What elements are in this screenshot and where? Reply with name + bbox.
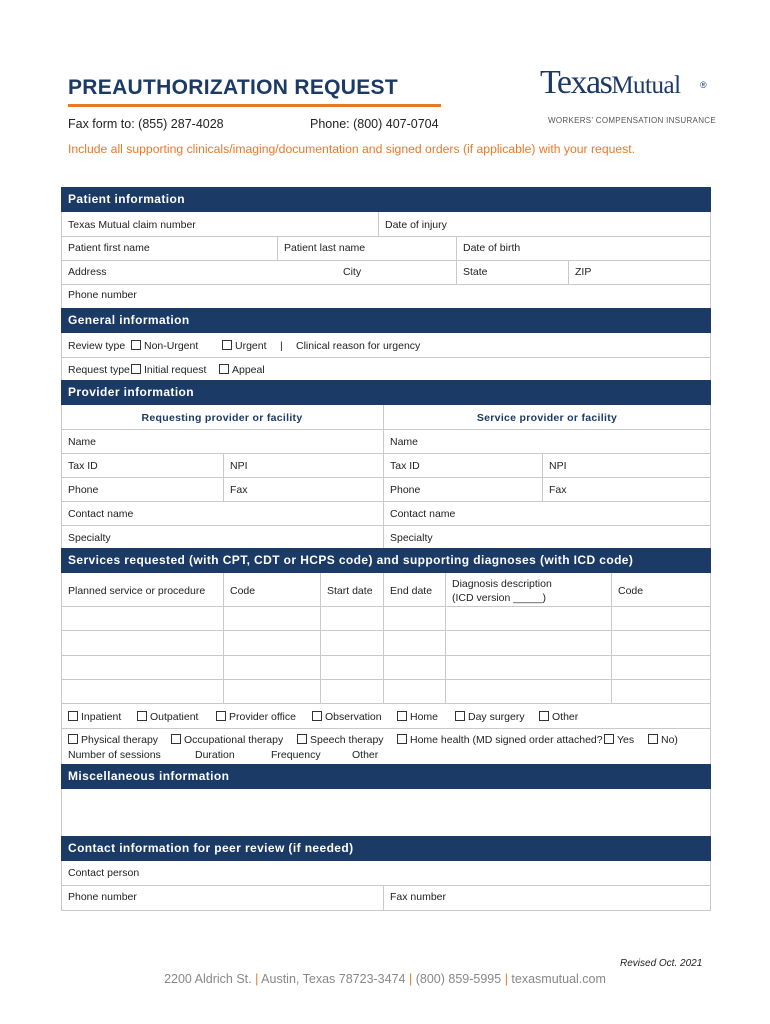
requesting-tax-id[interactable]: Tax ID — [68, 460, 98, 472]
instructions-note: Include all supporting clinicals/imaging/documentation and signed orders (if applicable) with your request. — [68, 142, 636, 156]
divider — [223, 573, 224, 703]
field-duration[interactable]: Duration — [195, 749, 235, 761]
logo-subtitle: WORKERS’ COMPENSATION INSURANCE — [548, 116, 716, 125]
checkbox-icon — [131, 364, 141, 374]
field-last-name[interactable]: Patient last name — [284, 242, 366, 254]
checkbox-icon — [455, 711, 465, 721]
checkbox-outpatient[interactable] — [137, 711, 198, 723]
checkbox-physical-therapy[interactable] — [68, 734, 158, 746]
requesting-npi[interactable]: NPI — [230, 460, 248, 472]
service-row — [61, 630, 711, 631]
divider — [611, 573, 612, 703]
field-first-name[interactable]: Patient first name — [68, 242, 150, 254]
checkbox-icon — [68, 734, 78, 744]
checkbox-icon — [68, 711, 78, 721]
row-divider — [61, 284, 711, 285]
checkbox-urgent[interactable] — [222, 340, 267, 352]
footer-contact — [0, 972, 770, 986]
title-underline — [68, 104, 441, 107]
texas-mutual-logo — [540, 64, 715, 134]
section-header-patient: Patient information — [61, 187, 711, 212]
checkbox-occupational-therapy[interactable] — [171, 734, 283, 746]
field-patient-phone[interactable]: Phone number — [68, 289, 137, 301]
logo-word-mutual: Mutual — [611, 72, 681, 99]
footer-address: 2200 Aldrich St. — [164, 972, 252, 986]
pipe-separator: | — [280, 340, 283, 352]
misc-text-area[interactable] — [62, 790, 710, 836]
checkbox-home[interactable] — [397, 711, 438, 723]
col-end-date: End date — [390, 585, 433, 597]
divider — [383, 885, 384, 911]
checkbox-icon — [397, 734, 407, 744]
checkbox-icon — [131, 340, 141, 350]
service-specialty[interactable]: Specialty — [390, 532, 433, 544]
row-divider — [61, 453, 711, 454]
requesting-fax[interactable]: Fax — [230, 484, 248, 496]
phone-number: Phone: (800) 407-0704 — [310, 117, 439, 131]
registered-mark-icon: ® — [700, 80, 707, 90]
checkbox-appeal[interactable] — [219, 364, 265, 376]
section-header-misc: Miscellaneous information — [61, 764, 711, 789]
col-planned-service: Planned service or procedure — [68, 585, 206, 597]
row-divider — [61, 260, 711, 261]
section-header-peer-review: Contact information for peer review (if needed) — [61, 836, 711, 861]
checkbox-label: Day surgery — [468, 711, 525, 723]
checkbox-label: Yes — [617, 734, 635, 746]
divider — [568, 260, 569, 284]
form-title: PREAUTHORIZATION REQUEST — [68, 76, 398, 99]
field-other[interactable]: Other — [352, 749, 379, 761]
service-row — [61, 703, 711, 704]
divider — [456, 236, 457, 260]
checkbox-label: Physical therapy — [81, 734, 159, 746]
requesting-name[interactable]: Name — [68, 436, 97, 448]
checkbox-label: Urgent — [235, 340, 267, 352]
service-row — [61, 679, 711, 680]
divider — [378, 212, 379, 236]
divider — [320, 573, 321, 703]
checkbox-day-surgery[interactable] — [455, 711, 525, 723]
service-provider-heading: Service provider or facility — [476, 412, 618, 424]
revision-date: Revised Oct. 2021 — [620, 958, 703, 969]
row-divider — [61, 728, 711, 729]
col-diagnosis-description: Diagnosis description — [452, 578, 552, 590]
field-frequency[interactable]: Frequency — [271, 749, 321, 761]
request-type-label: Request type — [68, 364, 130, 376]
checkbox-inpatient[interactable] — [68, 711, 121, 723]
checkbox-initial-request[interactable] — [131, 364, 206, 376]
requesting-phone[interactable]: Phone — [68, 484, 99, 496]
requesting-contact-name[interactable]: Contact name — [68, 508, 134, 520]
col-start-date: Start date — [327, 585, 373, 597]
field-clinical-reason[interactable]: Clinical reason for urgency — [296, 340, 421, 352]
col-icd-version: (ICD version _____) — [452, 592, 546, 604]
section-header-provider: Provider information — [61, 380, 711, 405]
checkbox-other[interactable] — [539, 711, 578, 723]
checkbox-icon — [222, 340, 232, 350]
checkbox-icon — [397, 711, 407, 721]
checkbox-yes[interactable] — [604, 734, 634, 746]
checkbox-home-health[interactable] — [397, 734, 603, 746]
row-divider — [61, 429, 711, 430]
checkbox-label: Non-Urgent — [144, 340, 199, 352]
checkbox-label: No) — [661, 734, 678, 746]
checkbox-provider-office[interactable] — [216, 711, 296, 723]
field-address[interactable]: Address — [68, 266, 107, 278]
service-npi[interactable]: NPI — [549, 460, 567, 472]
checkbox-label: Inpatient — [81, 711, 122, 723]
checkbox-label: Observation — [325, 711, 382, 723]
service-phone[interactable]: Phone — [390, 484, 421, 496]
checkbox-label: Occupational therapy — [184, 734, 284, 746]
row-divider — [61, 501, 711, 502]
divider — [383, 573, 384, 703]
requesting-provider-heading: Requesting provider or facility — [141, 412, 303, 424]
row-divider — [61, 477, 711, 478]
logo-word-texas: Texas — [540, 64, 612, 101]
checkbox-icon — [604, 734, 614, 744]
row-divider — [61, 885, 711, 886]
footer-separator: | — [255, 972, 259, 986]
service-name[interactable]: Name — [390, 436, 419, 448]
checkbox-icon — [171, 734, 181, 744]
divider — [445, 573, 446, 703]
checkbox-icon — [648, 734, 658, 744]
checkbox-label: Outpatient — [150, 711, 199, 723]
checkbox-icon — [297, 734, 307, 744]
footer-phone: (800) 859-5995 — [415, 972, 502, 986]
checkbox-no[interactable] — [648, 734, 678, 746]
checkbox-label: Home health (MD signed order attached? — [410, 734, 603, 746]
checkbox-label: Other — [552, 711, 579, 723]
divider — [277, 236, 278, 260]
checkbox-icon — [219, 364, 229, 374]
checkbox-label: Provider office — [229, 711, 296, 723]
divider — [456, 260, 457, 284]
service-contact-name[interactable]: Contact name — [390, 508, 456, 520]
row-divider — [61, 525, 711, 526]
fax-number: Fax form to: (855) 287-4028 — [68, 117, 224, 131]
field-zip[interactable]: ZIP — [575, 266, 592, 278]
checkbox-icon — [216, 711, 226, 721]
field-date-of-birth[interactable]: Date of birth — [463, 242, 521, 254]
footer-city: Austin, Texas 78723-3474 — [261, 972, 406, 986]
requesting-specialty[interactable]: Specialty — [68, 532, 111, 544]
service-row — [61, 655, 711, 656]
service-tax-id[interactable]: Tax ID — [390, 460, 420, 472]
field-peer-fax[interactable]: Fax number — [390, 891, 447, 903]
checkbox-label: Home — [410, 711, 439, 723]
row-divider — [61, 357, 711, 358]
service-row — [61, 606, 711, 607]
field-city[interactable]: City — [343, 266, 362, 278]
field-peer-phone[interactable]: Phone number — [68, 891, 137, 903]
footer-separator: | — [504, 972, 508, 986]
field-date-of-injury[interactable]: Date of injury — [385, 219, 447, 231]
footer-separator: | — [408, 972, 413, 986]
field-number-of-sessions[interactable]: Number of sessions — [68, 749, 161, 761]
field-state[interactable]: State — [463, 266, 488, 278]
checkbox-icon — [539, 711, 549, 721]
review-type-label: Review type — [68, 340, 126, 352]
checkbox-non-urgent[interactable] — [131, 340, 198, 352]
section-header-general: General information — [61, 308, 711, 333]
checkbox-icon — [312, 711, 322, 721]
checkbox-observation[interactable] — [312, 711, 382, 723]
row-divider — [61, 236, 711, 237]
field-claim-number[interactable]: Texas Mutual claim number — [68, 219, 196, 231]
checkbox-label: Speech therapy — [310, 734, 384, 746]
field-contact-person[interactable]: Contact person — [68, 867, 140, 879]
section-header-services: Services requested (with CPT, CDT or HCPS code) and supporting diagnoses (with ICD code) — [61, 548, 711, 573]
checkbox-label: Appeal — [232, 364, 265, 376]
checkbox-label: Initial request — [144, 364, 207, 376]
footer-website[interactable]: texasmutual.com — [511, 972, 606, 986]
service-fax[interactable]: Fax — [549, 484, 567, 496]
col-diagnosis-code: Code — [618, 585, 644, 597]
col-code: Code — [230, 585, 256, 597]
checkbox-icon — [137, 711, 147, 721]
checkbox-speech-therapy[interactable] — [297, 734, 384, 746]
